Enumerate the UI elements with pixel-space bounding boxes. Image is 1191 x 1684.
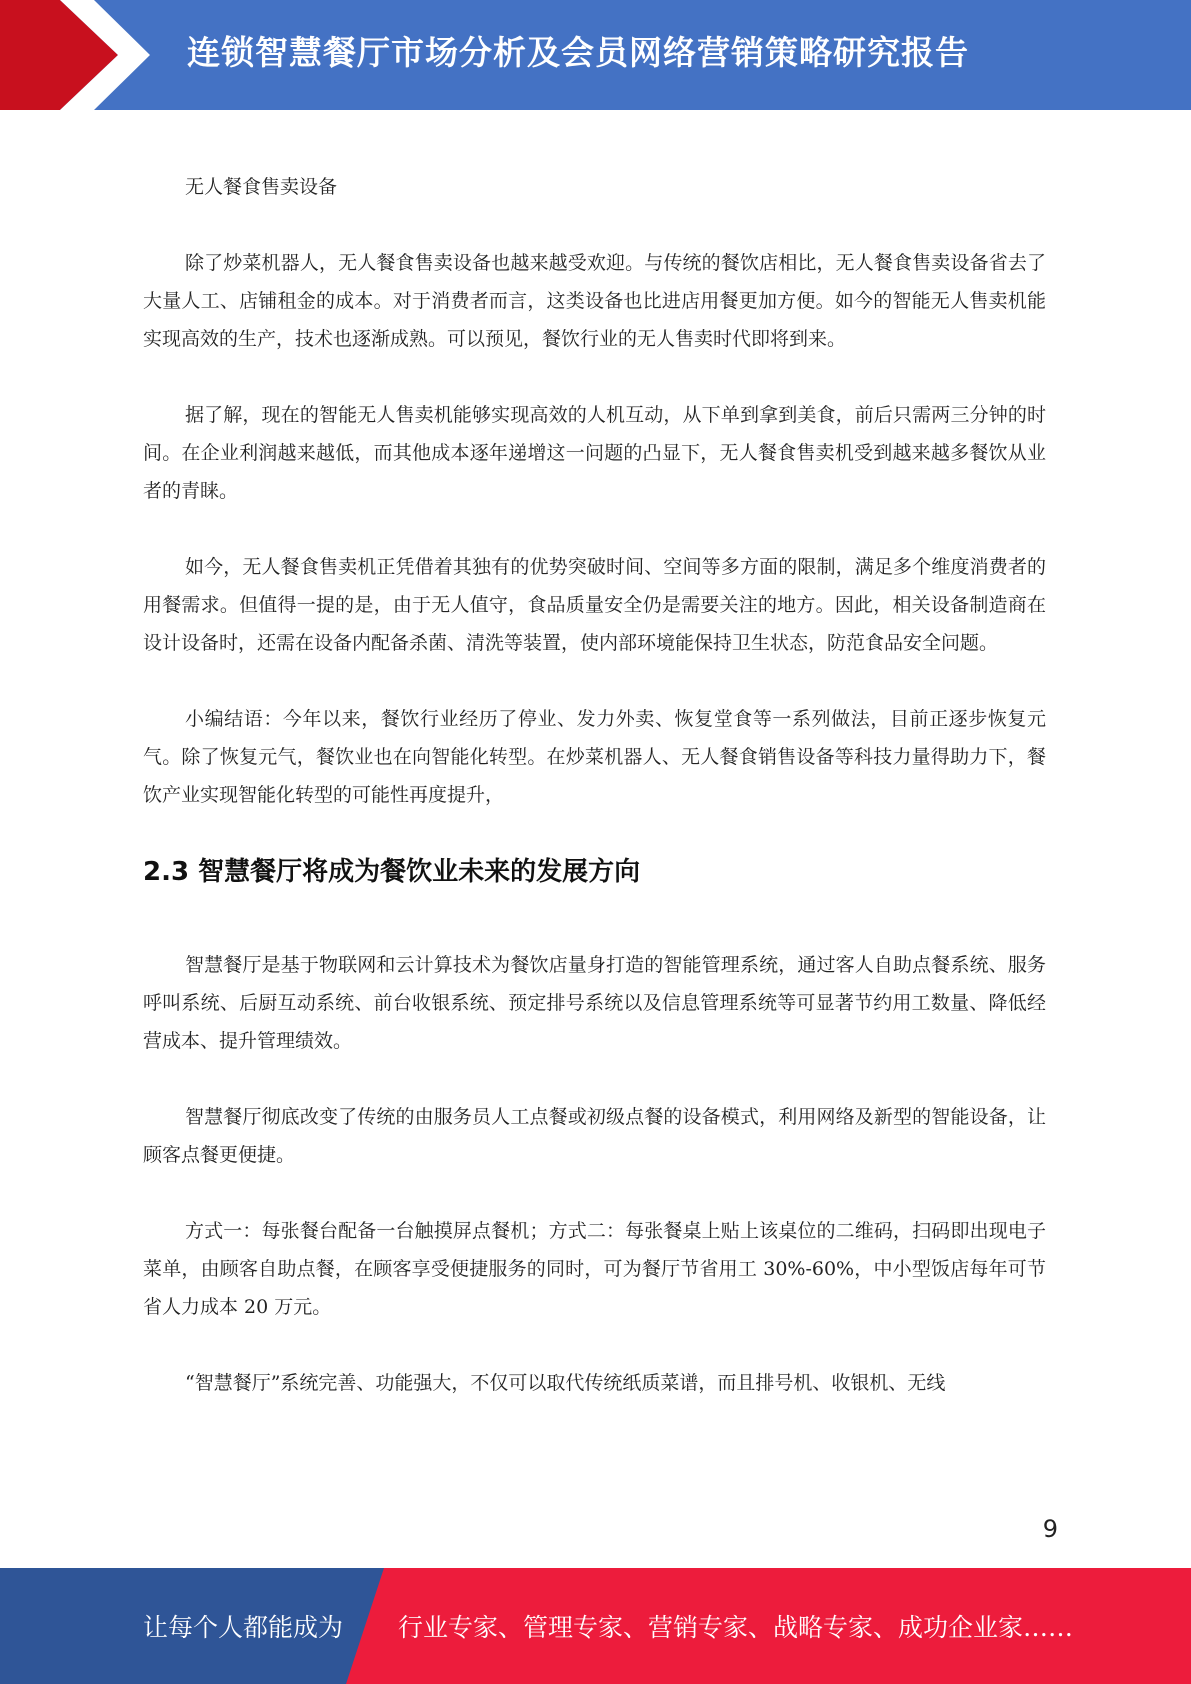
footer-slogan-left: 让每个人都能成为: [143, 1613, 344, 1642]
paragraph: 如今，无人餐食售卖机正凭借着其独有的优势突破时间、空间等多方面的限制，满足多个维度消费者的用餐需求。但值得一提的是，由于无人值守，食品质量安全仍是需要关注的地方。因此，相关设备制造商在设计设备时，还需在设备内配备杀菌、清洗等装置，使内部环境能保持卫生状态，防范食品安全问题。: [143, 556, 1046, 654]
page-footer: [0, 1568, 1191, 1684]
footer-slogan-right: 行业专家、管理专家、营销专家、战略专家、成功企业家……: [398, 1613, 1074, 1642]
paragraph: “智慧餐厅”系统完善、功能强大，不仅可以取代传统纸质菜谱，而且排号机、收银机、无线: [185, 1372, 946, 1394]
paragraph: 除了炒菜机器人，无人餐食售卖设备也越来越受欢迎。与传统的餐饮店相比，无人餐食售卖设备省去了大量人工、店铺租金的成本。对于消费者而言，这类设备也比进店用餐更加方便。如今的智能无人售卖机能实现高效的生产，技术也逐渐成熟。可以预见，餐饮行业的无人售卖时代即将到来。: [143, 252, 1046, 350]
paragraph: 方式一：每张餐台配备一台触摸屏点餐机；方式二：每张餐桌上贴上该桌位的二维码，扫码即出现电子菜单，由顾客自助点餐，在顾客享受便捷服务的同时，可为餐厅节省用工 30%-60%，中小型饭店每年可节省人力成本 20 万元。: [143, 1220, 1046, 1318]
page-header: [0, 0, 1191, 110]
report-title: 连锁智慧餐厅市场分析及会员网络营销策略研究报告: [187, 33, 969, 72]
page-number: 9: [1042, 1515, 1058, 1543]
page-content: [143, 168, 1046, 1440]
paragraph: 据了解，现在的智能无人售卖机能够实现高效的人机互动，从下单到拿到美食，前后只需两三分钟的时间。在企业利润越来越低，而其他成本逐年递增这一问题的凸显下，无人餐食售卖机受到越来越多餐饮从业者的青睐。: [143, 404, 1046, 502]
section-heading: 2.3 智慧餐厅将成为餐饮业未来的发展方向: [143, 857, 641, 887]
paragraph: 智慧餐厅是基于物联网和云计算技术为餐饮店量身打造的智能管理系统，通过客人自助点餐系统、服务呼叫系统、后厨互动系统、前台收银系统、预定排号系统以及信息管理系统等可显著节约用工数量、降低经营成本、提升管理绩效。: [143, 954, 1046, 1052]
paragraph: 小编结语：今年以来，餐饮行业经历了停业、发力外卖、恢复堂食等一系列做法，目前正逐步恢复元气。除了恢复元气，餐饮业也在向智能化转型。在炒菜机器人、无人餐食销售设备等科技力量得助力下，餐饮产业实现智能化转型的可能性再度提升，: [143, 708, 1046, 806]
paragraph: 智慧餐厅彻底改变了传统的由服务员人工点餐或初级点餐的设备模式，利用网络及新型的智能设备，让顾客点餐更便捷。: [143, 1106, 1046, 1166]
header-arrow-decoration: [0, 0, 150, 110]
paragraph-subtitle: 无人餐食售卖设备: [185, 176, 338, 198]
